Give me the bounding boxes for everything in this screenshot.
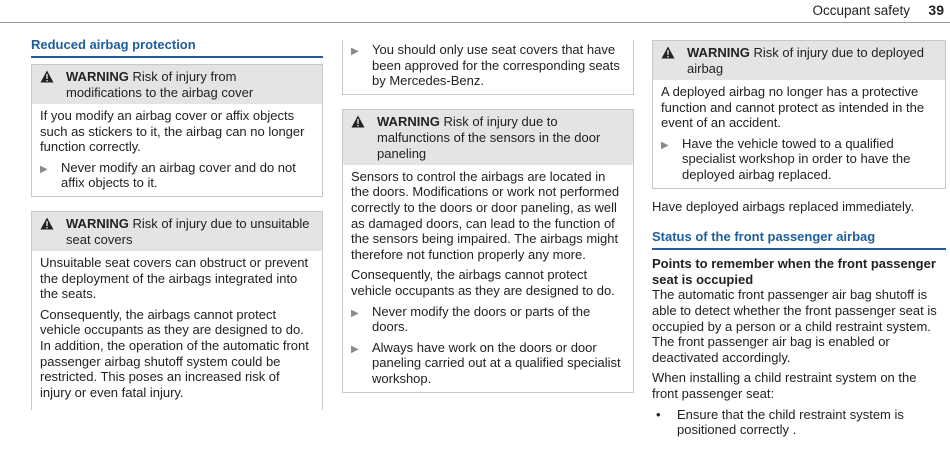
body-paragraph: The automatic front passenger air bag shutoff is able to detect whether the front passenger seat is occupied by a person or a child restraint system. The front passenger air bag is enabled or deactivated accordingly. bbox=[652, 287, 937, 365]
action-arrow-icon: ▶ bbox=[40, 163, 48, 175]
warning-header bbox=[653, 41, 945, 80]
bullet-dot-icon: • bbox=[656, 406, 661, 422]
action-item bbox=[351, 340, 625, 387]
body-paragraph: When installing a child restraint system on the front passenger seat: bbox=[652, 370, 917, 401]
action-arrow-icon: ▶ bbox=[351, 307, 359, 319]
warning-text bbox=[377, 114, 625, 162]
column-3 bbox=[652, 40, 946, 438]
warning-header bbox=[32, 212, 322, 251]
warning-paragraph: Unsuitable seat covers can obstruct or prevent the deployment of the airbags integrated into the seats. bbox=[40, 254, 309, 302]
list-item bbox=[652, 407, 946, 438]
warning-title: Risk of injury due to unsuitable seat covers bbox=[66, 215, 310, 247]
action-text: Never modify the doors or parts of the doors. bbox=[372, 303, 591, 335]
warning-text bbox=[687, 45, 937, 77]
warning-paragraph: A deployed airbag no longer has a protective function and cannot protect as intended in the event of an accident. bbox=[661, 84, 925, 131]
column-2 bbox=[342, 40, 634, 407]
warning-paragraph: Consequently, the airbags cannot protect vehicle occupants as they are designed to do. bbox=[351, 267, 615, 298]
action-arrow-icon: ▶ bbox=[661, 139, 669, 151]
warning-label: WARNING bbox=[687, 45, 750, 60]
note-replace-airbags: Have deployed airbags replaced immediately. bbox=[652, 198, 915, 214]
warning-box-airbag-cover bbox=[31, 64, 323, 197]
section-heading-reduced-airbag: Reduced airbag protection bbox=[31, 36, 323, 58]
warning-text bbox=[66, 216, 314, 248]
warning-title: Risk of injury from modifications to the airbag cover bbox=[66, 69, 254, 100]
action-text: Have the vehicle towed to a qualified specialist workshop in order to have the deployed airbag replaced. bbox=[682, 135, 911, 182]
warning-box-deployed-airbag bbox=[652, 40, 946, 189]
warning-title: Risk of injury due to deployed airbag bbox=[687, 45, 925, 76]
action-text: You should only use seat covers that have been approved for the corresponding seats by Mercedes-Benz. bbox=[372, 42, 620, 89]
warning-label: WARNING bbox=[66, 215, 129, 231]
warning-paragraph: Sensors to control the airbags are located in the doors. Modifications or work not performed correctly to the doors or door paneling, as well as damaged doors, can lead to the function of the sensors being impaired. The airbags might therefore not function properly any more. bbox=[351, 168, 620, 262]
warning-triangle-icon bbox=[351, 114, 377, 128]
action-arrow-icon: ▶ bbox=[351, 46, 359, 57]
action-text: Never modify an airbag cover and do not affix objects to it. bbox=[61, 159, 296, 191]
warning-label: WARNING bbox=[377, 113, 440, 129]
action-arrow-icon: ▶ bbox=[351, 343, 359, 355]
subheading-points-to-remember: Points to remember when the front passenger seat is occupied bbox=[652, 256, 936, 287]
action-item bbox=[40, 160, 314, 191]
header-rule bbox=[0, 22, 950, 23]
warning-header bbox=[32, 65, 322, 104]
warning-paragraph: If you modify an airbag cover or affix objects such as stickers to it, the airbag can no longer function correctly. bbox=[40, 108, 305, 155]
warning-triangle-icon bbox=[40, 216, 66, 230]
warning-triangle-icon bbox=[40, 69, 66, 83]
page-number: 39 bbox=[928, 2, 944, 18]
warning-body bbox=[32, 104, 322, 196]
action-item bbox=[661, 136, 937, 183]
warning-body bbox=[653, 80, 945, 188]
warning-title: Risk of injury due to malfunctions of the sensors in the door paneling bbox=[377, 113, 601, 161]
action-item bbox=[351, 304, 625, 335]
header-section-title: Occupant safety bbox=[812, 3, 910, 18]
action-text: Always have work on the doors or door paneling carried out at a qualified specialist workshop. bbox=[372, 339, 621, 386]
warning-header bbox=[343, 110, 633, 165]
warning-body bbox=[343, 40, 633, 94]
warning-box-continuation bbox=[342, 40, 634, 95]
warning-box-seat-covers bbox=[31, 211, 323, 410]
column-1 bbox=[31, 36, 323, 410]
warning-body bbox=[32, 251, 322, 410]
warning-box-door-sensors bbox=[342, 109, 634, 393]
warning-body bbox=[343, 165, 633, 392]
action-item bbox=[351, 42, 625, 89]
warning-text bbox=[66, 69, 314, 101]
section-heading-passenger-airbag-status: Status of the front passenger airbag bbox=[652, 228, 946, 250]
warning-paragraph: Consequently, the airbags cannot protect vehicle occupants as they are designed to do. In addition, the operation of the automatic front passenger airbag shutoff system could be restricted. This poses an increased risk of injury or even fatal injury. bbox=[40, 306, 309, 400]
list-item-text: Ensure that the child restraint system is positioned correctly . bbox=[677, 406, 904, 438]
warning-label: WARNING bbox=[66, 69, 129, 84]
warning-triangle-icon bbox=[661, 45, 687, 59]
